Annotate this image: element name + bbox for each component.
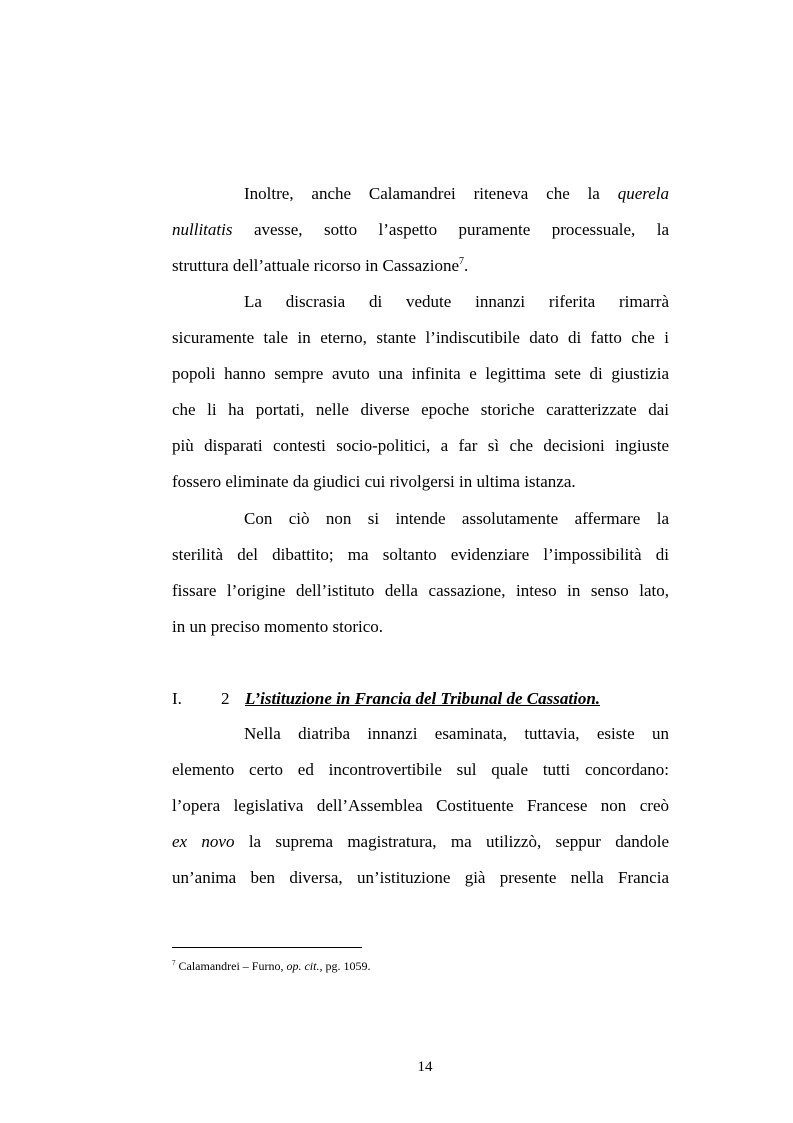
paragraph-line (172, 220, 669, 240)
paragraph-line: sicuramente tale in eterno, stante l’indiscutibile dato di fatto che i (172, 328, 669, 347)
paragraph-line: popoli hanno sempre avuto una infinita e legittima sete di giustizia (172, 364, 669, 383)
italic-term: nullitatis (172, 220, 233, 239)
text: la suprema magistratura, ma utilizzò, seppur dandole (248, 832, 670, 851)
paragraph-line: fissare l’origine dell’istituto della cassazione, inteso in senso lato, (172, 581, 669, 600)
paragraph-line: Con ciò non si intende assolutamente affermare la (244, 509, 669, 528)
text: Inoltre, anche Calamandrei riteneva che la (244, 184, 600, 203)
page-number: 14 (417, 1059, 433, 1075)
italic-term: querela (617, 184, 670, 203)
paragraph-line: Nella diatriba innanzi esaminata, tuttavia, esiste un (244, 724, 669, 743)
footnote-marker: 7 (172, 959, 176, 967)
section-title: L’istituzione in Francia del Tribunal de Cassation. (245, 689, 601, 708)
text: struttura dell’attuale ricorso in Cassazione (172, 256, 460, 275)
section-number: 2 (221, 689, 230, 708)
paragraph-line: più disparati contesti socio-politici, a far sì che decisioni ingiuste (172, 436, 669, 455)
section-chapter: I. (172, 689, 182, 708)
paragraph-line: in un preciso momento storico. (172, 617, 384, 636)
paragraph-line: un’anima ben diversa, un’istituzione già presente nella Francia (172, 868, 669, 887)
paragraph-line (172, 832, 669, 852)
footnote-text: Calamandrei – Furno, (178, 959, 284, 973)
italic-term: ex novo (172, 832, 235, 851)
paragraph-line: sterilità del dibattito; ma soltanto evidenziare l’impossibilità di (172, 545, 669, 564)
footnote-divider (172, 947, 362, 948)
paragraph-line: che li ha portati, nelle diverse epoche storiche caratterizzate dai (172, 400, 669, 419)
footnote-pages: pg. 1059. (325, 959, 371, 973)
text: avesse, sotto l’aspetto puramente processuale, la (253, 220, 670, 239)
footnote (172, 958, 370, 974)
text: . (464, 256, 469, 275)
paragraph-line (244, 184, 669, 204)
paragraph-line: l’opera legislativa dell’Assemblea Costituente Francese non creò (172, 796, 669, 815)
paragraph-line (172, 256, 669, 276)
paragraph-line: La discrasia di vedute innanzi riferita rimarrà (244, 292, 669, 311)
paragraph-line: elemento certo ed incontrovertibile sul quale tutti concordano: (172, 760, 669, 779)
footnote-citation: op. cit., (286, 959, 323, 973)
footnote-ref[interactable]: 7 (459, 256, 465, 267)
paragraph-line: fossero eliminate da giudici cui rivolgersi in ultima istanza. (172, 472, 576, 491)
